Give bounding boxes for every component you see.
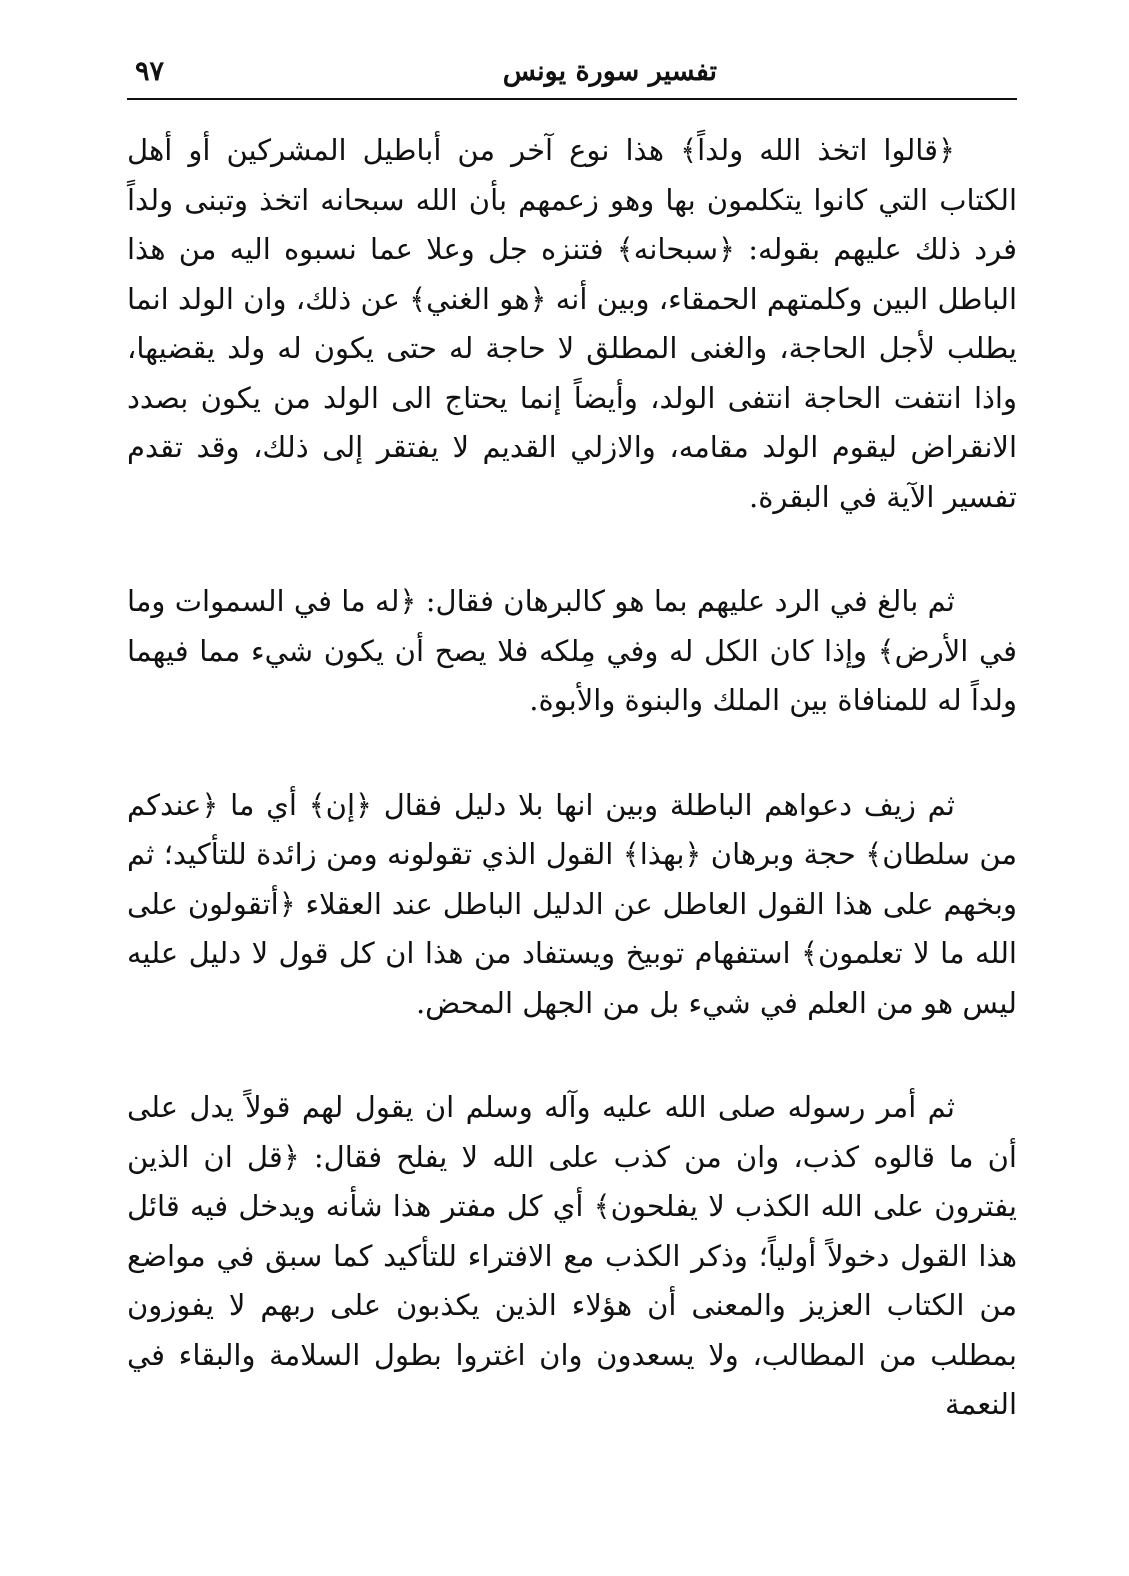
page-header xyxy=(127,52,1017,100)
page-number: ٩٧ xyxy=(135,56,165,87)
paragraph-3: ثم زيف دعواهم الباطلة وبين انها بلا دليل فقال ﴿إن﴾ أي ما ﴿عندكم من سلطان﴾ حجة وبرهان ﴿بهذا﴾ القول الذي تقولونه ومن زائدة للتأكيد؛ ثم وبخهم على هذا القول العاطل عن الدليل الباطل عند العقلاء ﴿أتقولون على الله ما لا تعلمون﴾ استفهام توبيخ ويستفاد من هذا ان كل قول لا دليل عليه ليس هو من العلم في شيء بل من الجهل المحض. xyxy=(127,787,1017,1020)
header-rule xyxy=(127,98,1017,100)
paragraph-2: ثم بالغ في الرد عليهم بما هو كالبرهان فقال: ﴿له ما في السموات وما في الأرض﴾ وإذا كان الكل له وفي مِلكه فلا يصح أن يكون شيء مما فيهما ولداً له للمنافاة بين الملك والبنوة والأبوة. xyxy=(127,584,1017,717)
paragraph-1: ﴿قالوا اتخذ الله ولداً﴾ هذا نوع آخر من أباطيل المشركين أو أهل الكتاب التي كانوا يتكلمون بها وهو زعمهم بأن الله سبحانه اتخذ وتبنى ولداً فرد ذلك عليهم بقوله: ﴿سبحانه﴾ فتنزه جل وعلا عما نسبوه اليه من هذا الباطل البين وكلمتهم الحمقاء، وبين أنه ﴿هو الغني﴾ عن ذلك، وان الولد انما يطلب لأجل الحاجة، والغنى المطلق لا حاجة له حتى يكون له ولد يقضيها، واذا انتفت الحاجة انتفى الولد، وأيضاً إنما يحتاج الى الولد من يكون بصدد الانقراض ليقوم الولد مقامه، والازلي القديم لا يفتقر إلى ذلك، وقد تقدم تفسير الآية في البقرة. xyxy=(127,133,1017,514)
body-text xyxy=(127,126,1017,1430)
running-title: تفسير سورة يونس xyxy=(502,56,717,87)
paragraph-4: ثم أمر رسوله صلى الله عليه وآله وسلم ان يقول لهم قولاً يدل على أن ما قالوه كذب، وان من كذب على الله لا يفلح فقال: ﴿قل ان الذين يفترون على الله الكذب لا يفلحون﴾ أي كل مفتر هذا شأنه ويدخل فيه قائل هذا القول دخولاً أولياً؛ وذكر الكذب مع الافتراء للتأكيد كما سبق في مواضع من الكتاب العزيز والمعنى أن هؤلاء الذين يكذبون على ربهم لا يفوزون بمطلب من المطالب، ولا يسعدون وان اغتروا بطول السلامة والبقاء في النعمة xyxy=(127,1090,1017,1421)
